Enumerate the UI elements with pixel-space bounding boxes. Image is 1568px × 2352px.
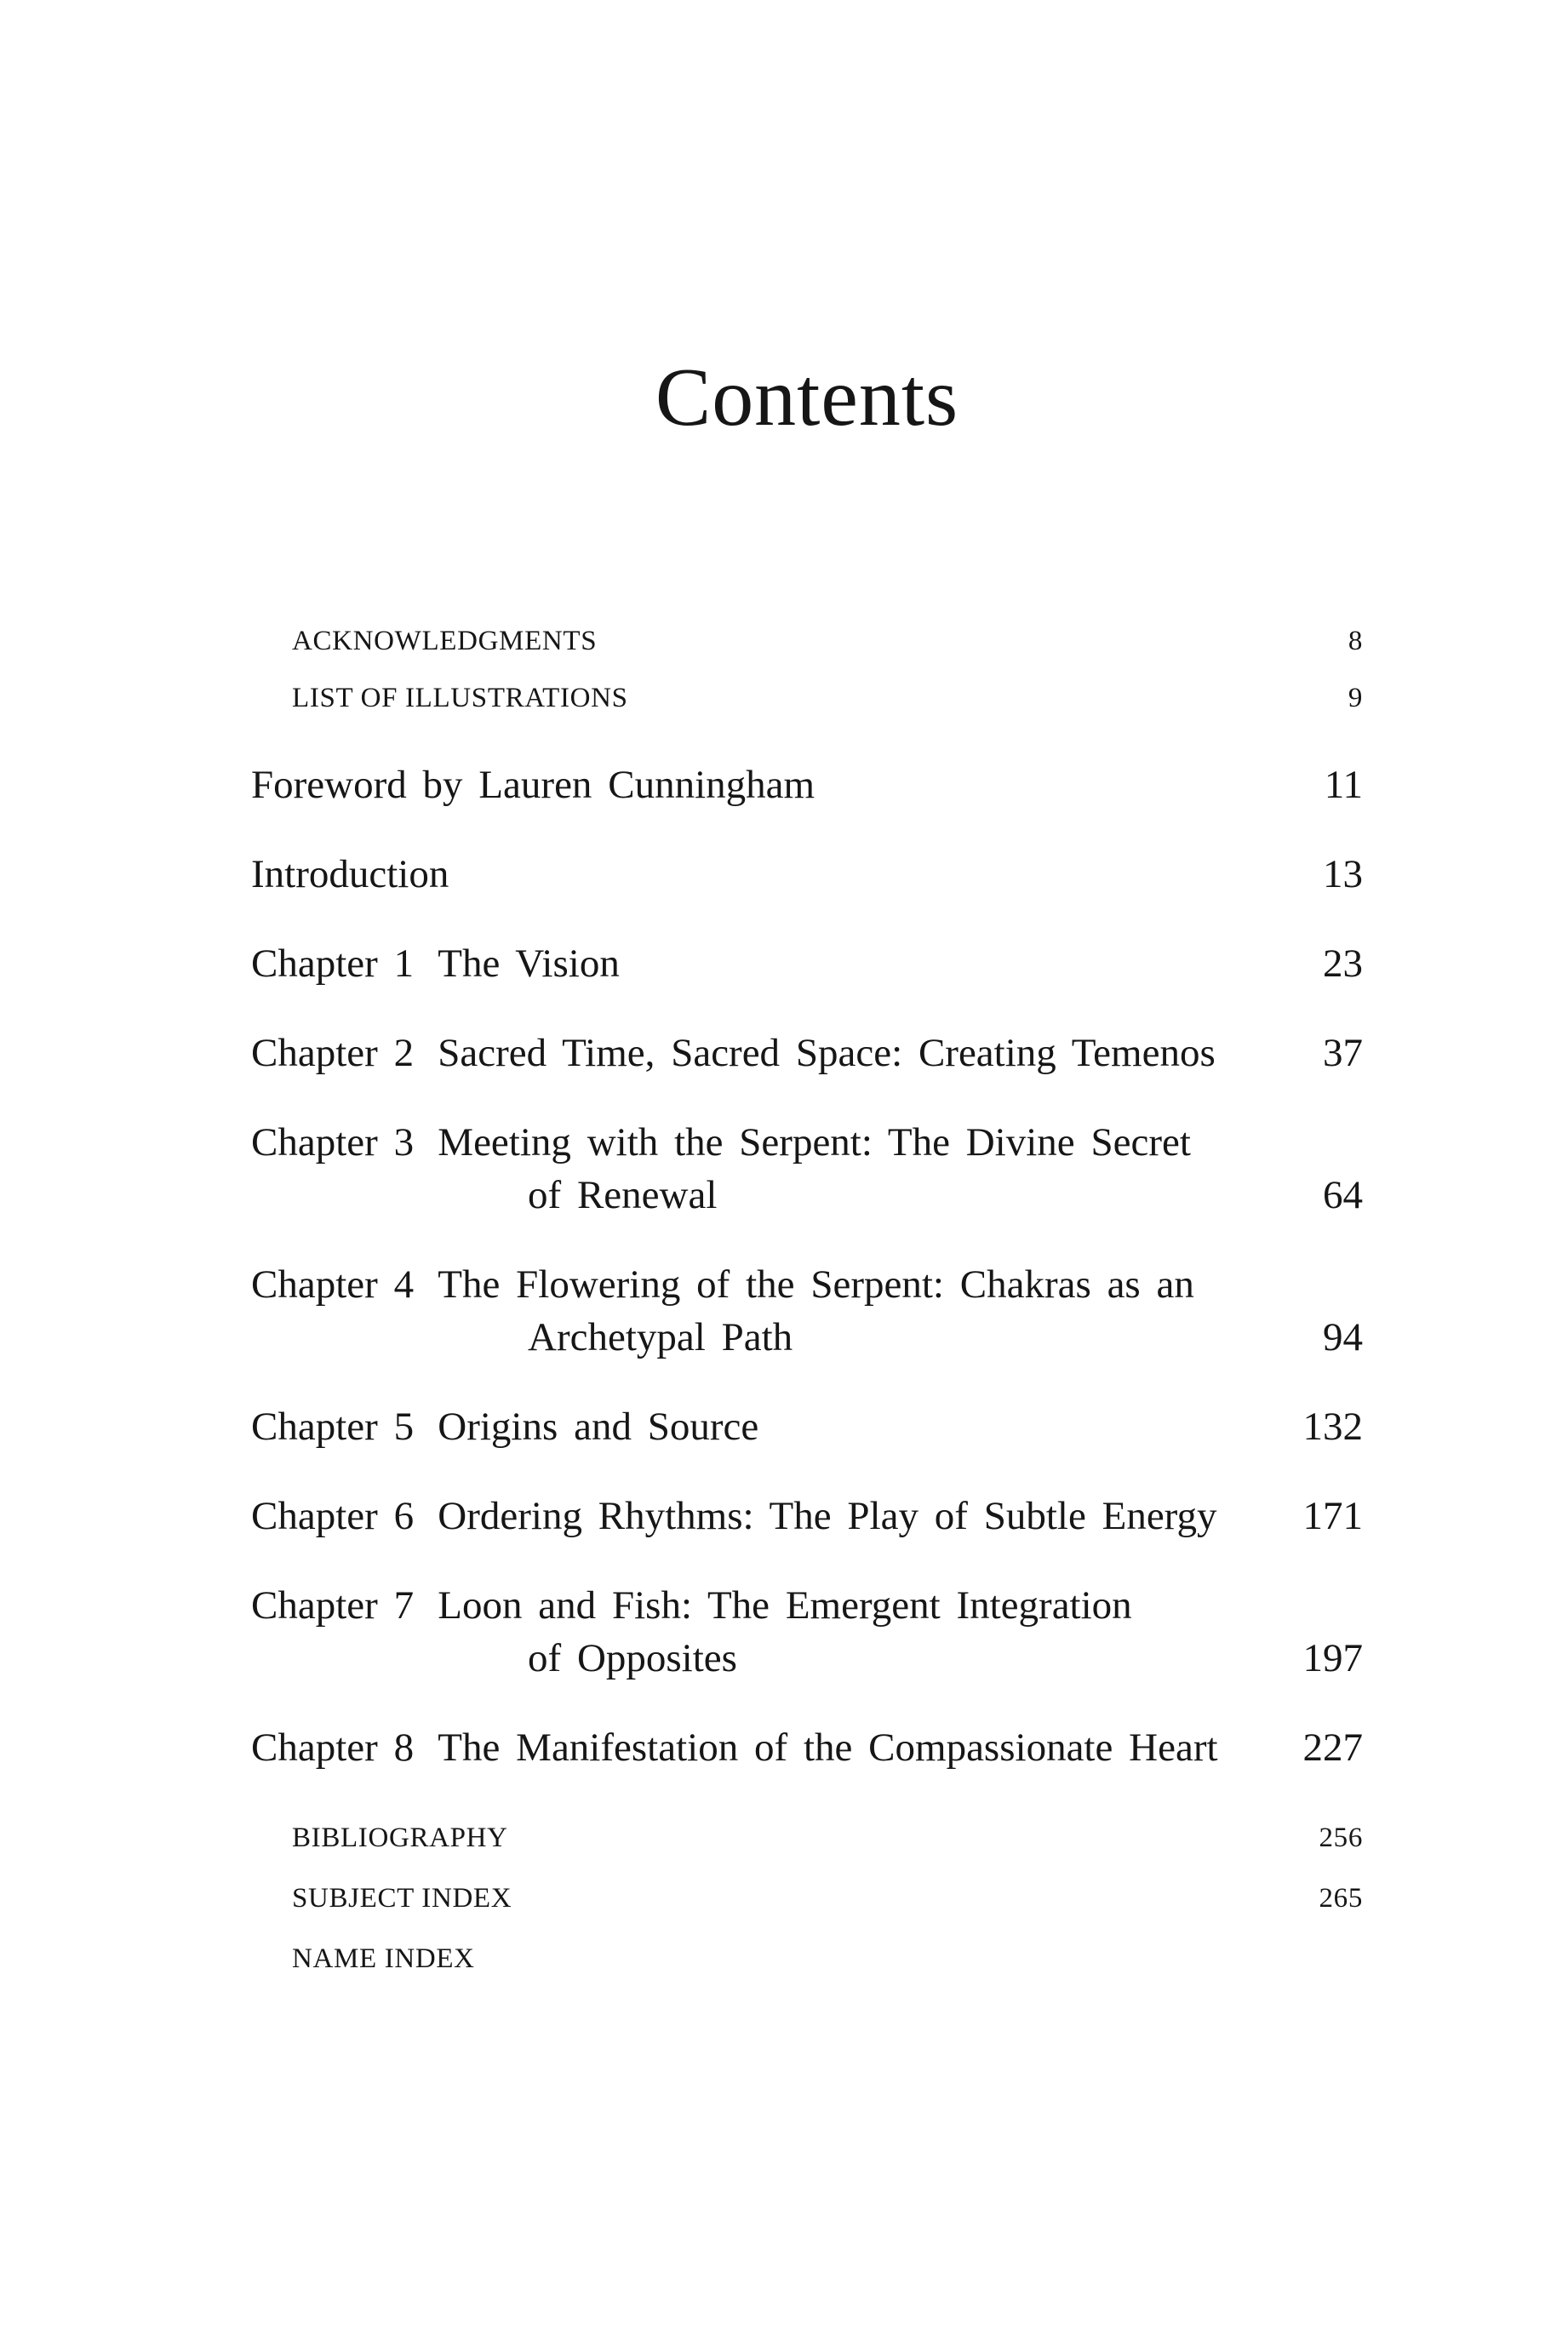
chapter-entries-section (251, 758, 1363, 1774)
entry-title: Ordering Rhythms: The Play of Subtle Energy (438, 1494, 1217, 1538)
entry-text (251, 1116, 1261, 1222)
page-number: 8 (1348, 626, 1363, 656)
page-number: 9 (1348, 683, 1363, 713)
matter-label: SUBJECT INDEX (292, 1883, 512, 1914)
chapter-label: Chapter 4 (251, 1262, 415, 1307)
matter-label: ACKNOWLEDGMENTS (292, 626, 598, 656)
page-number: 94 (1323, 1315, 1363, 1359)
entry-title: Origins and Source (438, 1405, 759, 1449)
matter-label: LIST OF ILLUSTRATIONS (292, 683, 628, 713)
front-matter-section (251, 622, 1363, 717)
entry-text (251, 1721, 1261, 1774)
toc-entry-row (251, 1400, 1363, 1453)
back-matter-row (251, 1880, 1363, 1917)
entry-title: The Vision (438, 941, 620, 986)
entry-text (251, 1400, 1261, 1453)
toc-entry-row (251, 758, 1363, 811)
chapter-label: Chapter 1 (251, 941, 415, 986)
chapter-label: Chapter 3 (251, 1120, 415, 1165)
page-number: 64 (1323, 1173, 1363, 1217)
toc-entry-row (251, 1721, 1363, 1774)
entry-title: The Flowering of the Serpent: Chakras as an (438, 1262, 1194, 1307)
back-matter-row (251, 1819, 1363, 1857)
chapter-label: Chapter 8 (251, 1725, 415, 1770)
toc-entry-row (251, 848, 1363, 901)
entry-title: The Manifestation of the Compassionate Heart (438, 1725, 1218, 1770)
page-number: 265 (1319, 1883, 1363, 1914)
entry-text (251, 1027, 1261, 1079)
front-matter-row (251, 622, 1363, 660)
entry-title: Meeting with the Serpent: The Divine Secret (438, 1120, 1191, 1165)
page-number: 171 (1302, 1494, 1363, 1538)
entry-title: Foreword by Lauren Cunningham (251, 763, 815, 807)
entry-title: Loon and Fish: The Emergent Integration (438, 1583, 1132, 1628)
toc-entry-row (251, 1579, 1363, 1685)
page-number: 132 (1302, 1405, 1363, 1449)
entry-text (251, 848, 1261, 901)
table-of-contents (251, 0, 1363, 2000)
page-number: 197 (1302, 1636, 1363, 1680)
chapter-label: Chapter 7 (251, 1583, 415, 1628)
front-matter-row (251, 679, 1363, 717)
entry-text (251, 758, 1261, 811)
entry-title-line2: of Opposites (528, 1636, 737, 1680)
back-matter-section (251, 1819, 1363, 1977)
page-number: 23 (1323, 941, 1363, 986)
entry-text (251, 1579, 1261, 1685)
entry-text (251, 1490, 1261, 1542)
entry-text (251, 937, 1261, 990)
toc-entry-row (251, 1490, 1363, 1542)
entry-title-line2: of Renewal (528, 1173, 718, 1217)
entry-title-line2: Archetypal Path (528, 1315, 793, 1359)
matter-label: BIBLIOGRAPHY (292, 1823, 508, 1853)
toc-entry-row (251, 1027, 1363, 1079)
toc-entry-row (251, 1116, 1363, 1222)
back-matter-row (251, 1940, 1363, 1977)
page-title: Contents (655, 352, 959, 444)
page-number: 37 (1323, 1031, 1363, 1075)
matter-label: NAME INDEX (292, 1943, 475, 1974)
page-number: 227 (1302, 1725, 1363, 1770)
page-number: 13 (1323, 852, 1363, 896)
entry-text (251, 1258, 1261, 1364)
toc-entry-row (251, 937, 1363, 990)
chapter-label: Chapter 2 (251, 1031, 415, 1075)
entry-title: Sacred Time, Sacred Space: Creating Temenos (438, 1031, 1216, 1075)
page-number: 11 (1324, 763, 1363, 807)
chapter-label: Chapter 6 (251, 1494, 415, 1538)
toc-entry-row (251, 1258, 1363, 1364)
chapter-label: Chapter 5 (251, 1405, 415, 1449)
page-number: 256 (1319, 1823, 1363, 1853)
entry-title: Introduction (251, 852, 449, 896)
